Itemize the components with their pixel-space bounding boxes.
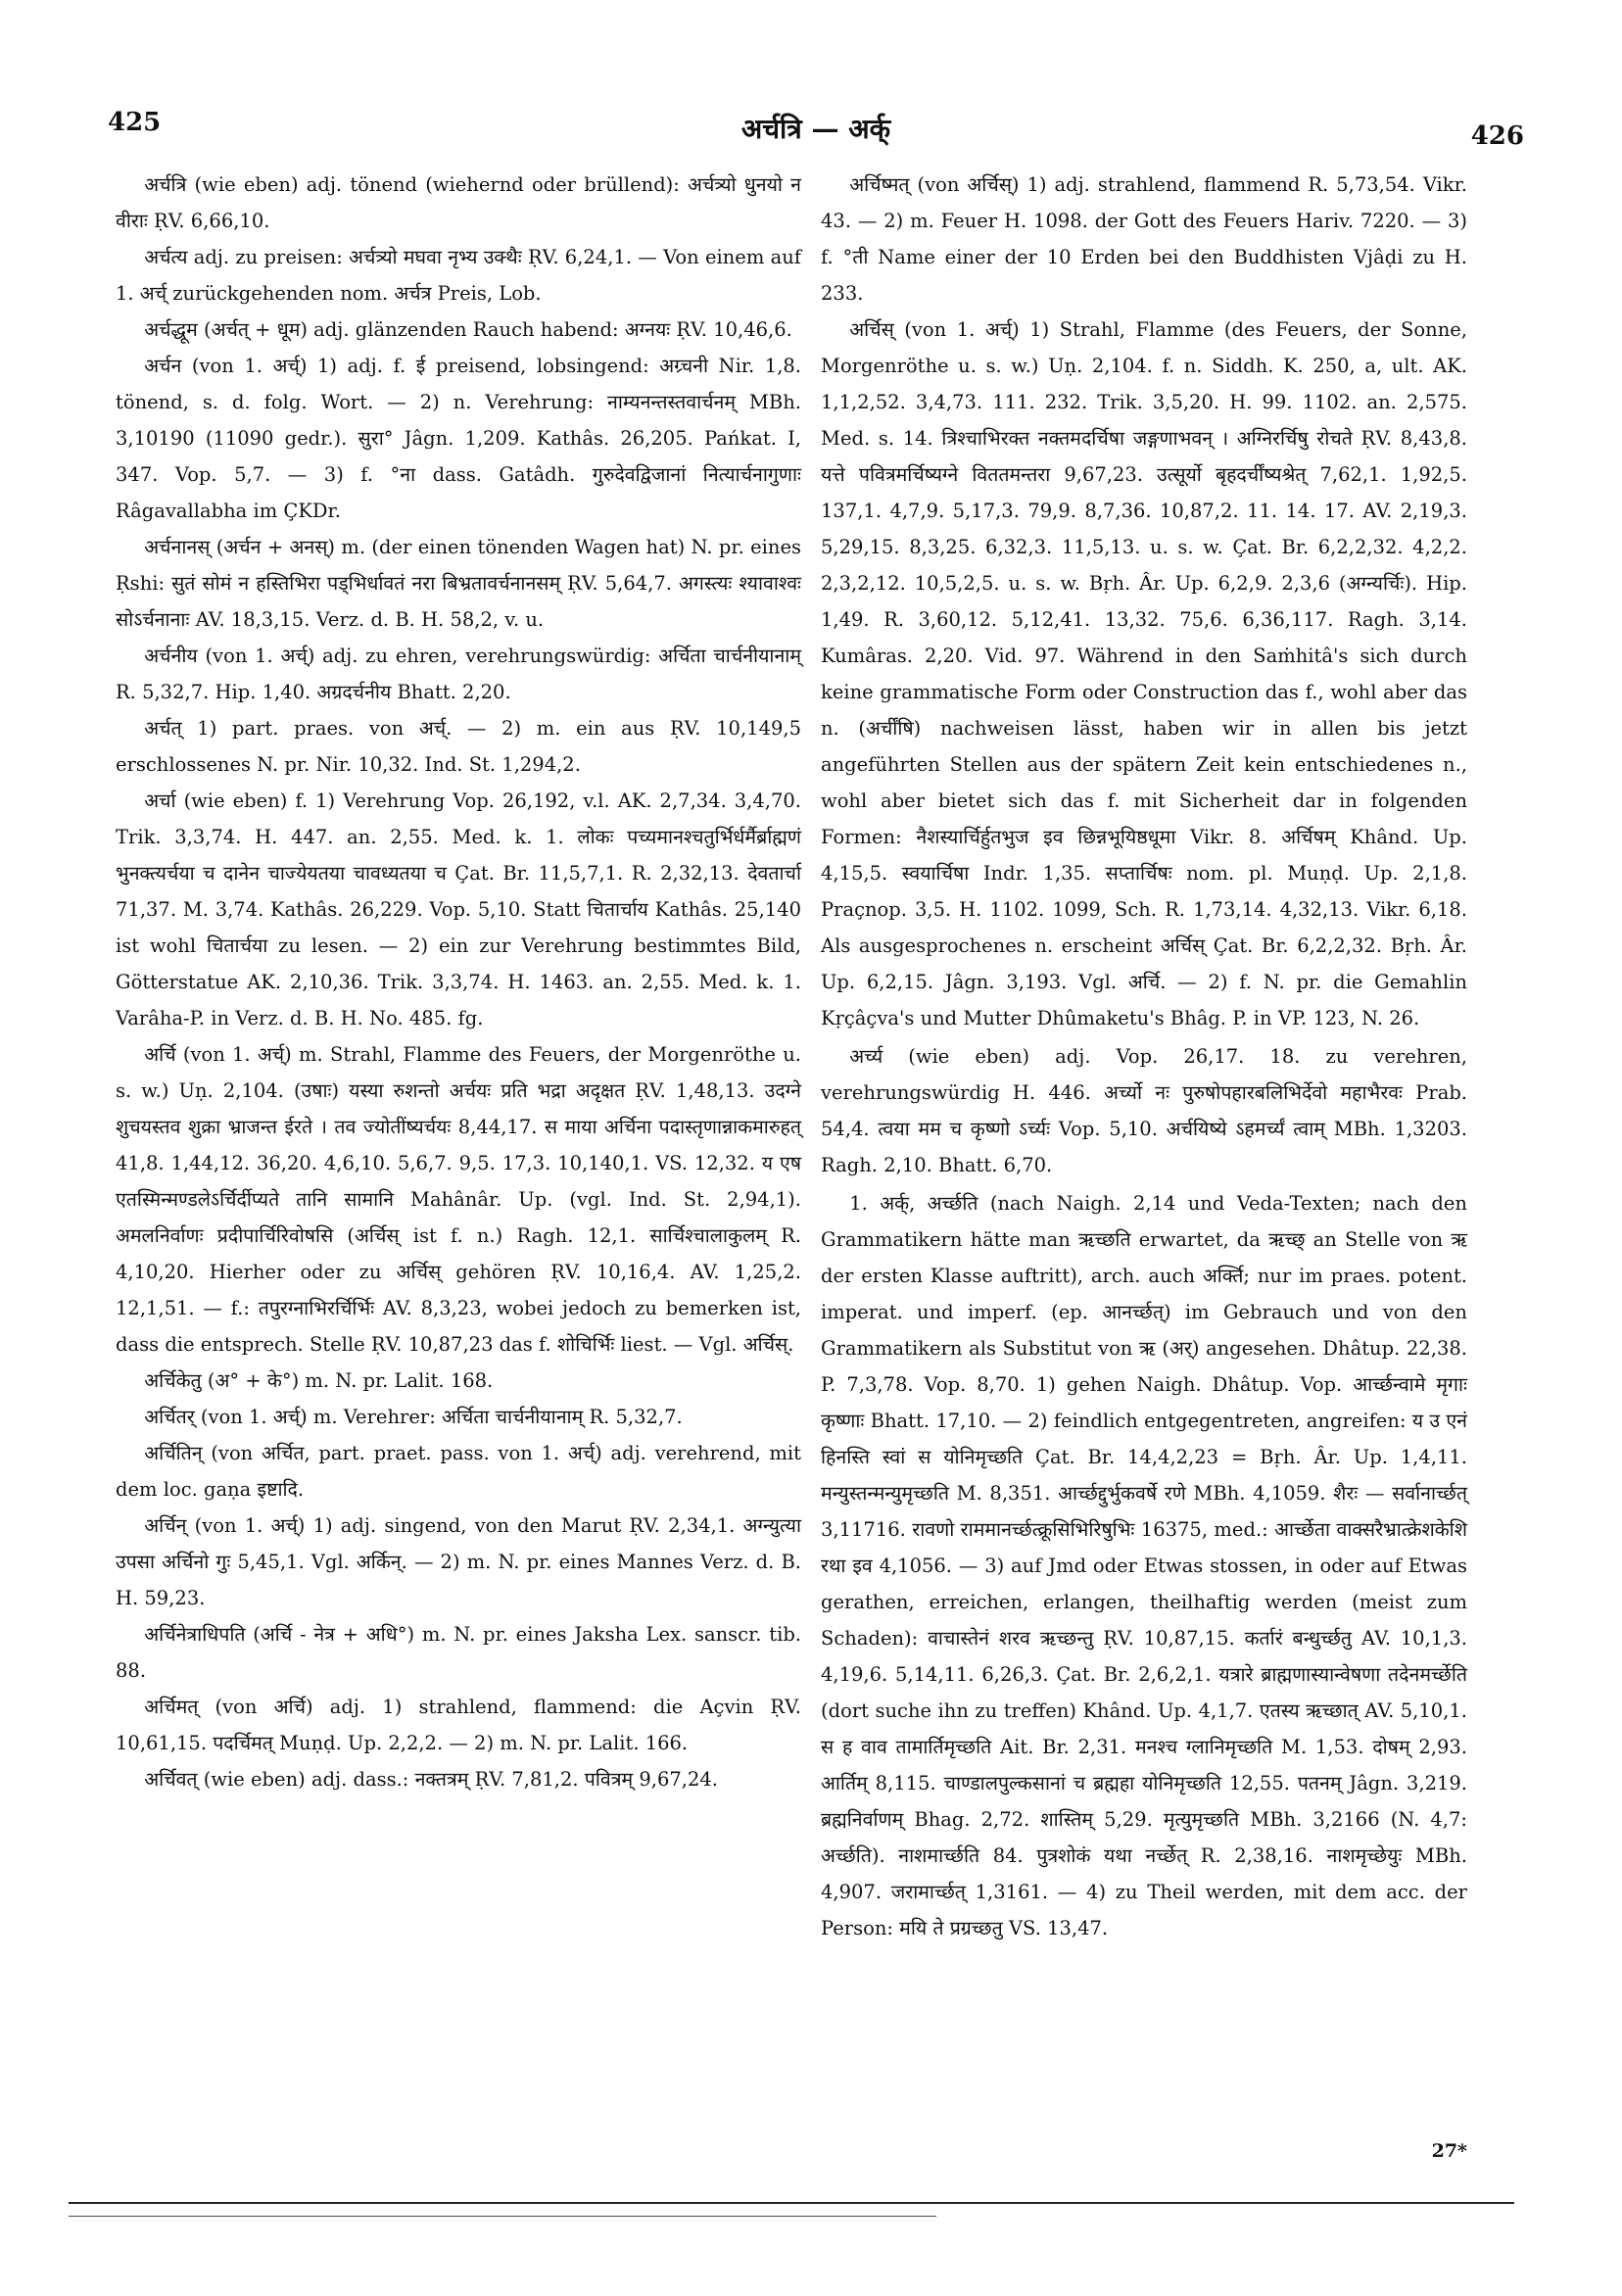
entry: अर्चत्रि (wie eben) adj. tönend (wiehernd oder brüllend): अर्चत्र्यो धुनयो न वीराः ṚV. 6,66,10. [116, 173, 801, 232]
entry: अर्चिकेतु (अ° + के°) m. N. pr. Lalit. 168. [144, 1369, 494, 1392]
page-number-left: 425 [108, 108, 162, 137]
bottom-rule [69, 2202, 1514, 2204]
running-title: अर्चत्रि — अर्क् [740, 113, 891, 145]
entry: 1. अर्क्, अर्च्छति (nach Naigh. 2,14 und Veda-Texten; nach den Grammatikern hätte man ऋच्छति erwartet, da ऋच्छ् an Stelle von ऋ der ersten Klasse auftritt), arch. auch अर्क्ति; nur im praes. potent. imperat. und imperf. (ep. आनर्च्छत्) im Gebrauch und von den Grammatikern als Substitut von ऋ (अर्) angesehen. Dhâtup. 22,38. P. 7,3,78. Vop. 8,70. 1) gehen Naigh. Dhâtup. Vop. आर्च्छन्वामे मृगाः कृष्णाः Bhatt. 17,10. — 2) feindlich entgegentreten, angreifen: य उ एनं हिनस्ति स्वां स योनिमृच्छति Çat. Br. 14,4,2,23 = Bṛh. Âr. Up. 1,4,11. मन्युस्तन्मन्युमृच्छति M. 8,351. आर्च्छद्दुर्भुकवर्षे रणे MBh. 4,1059. शैरः — सर्वानार्च्छत् 3,11716. रावणो राममानर्च्छत्क्रूसिभिरिषुभिः 16375, med.: आर्च्छेता वाक्सरैभ्रात्क्रेशकेशि रथा इव 4,1056. — 3) auf Jmd oder Etwas stossen, in oder auf Etwas gerathen, erreichen, erlangen, theilhaftig werden (meist zum Schaden): वाचास्तेनं शरव ऋच्छन्तु ṚV. 10,87,15. कर्तारं बन्धुर्च्छतु AV. 10,1,3. 4,19,6. 5,14,11. 6,26,3. Çat. Br. 2,6,2,1. यत्रारे ब्राह्मणास्यान्वेषणा तदेनमर्च्छेति (dort suche ihn zu treffen) Khând. Up. 4,1,7. एतस्य ऋच्छात् AV. 5,10,1. स ह वाव तामार्तिमृच्छति Ait. Br. 2,31. मनश्च ग्लानिमृच्छति M. 1,53. दोषम् 2,93. आर्तिम् 8,115. चाण्डालपुल्कसानां च ब्रह्महा योनिमृच्छति 12,55. पतनम् Jâgn. 3,219. ब्रह्मनिर्वाणम् Bhag. 2,72. शास्तिम् 5,29. मृत्युमृच्छति MBh. 3,2166 (N. 4,7: अर्च्छति). नाशमार्च्छति 84. पुत्रशोकं यथा नर्च्छेत् R. 2,38,16. नाशमृच्छेयुः MBh. 4,907. जरामार्च्छत् 1,3161. — 4) zu Theil werden, mit dem acc. der Person: मयि ते प्रग्रच्छतु VS. 13,47. [821, 1192, 1467, 1939]
entry: अर्चिस् (von 1. अर्च्) 1) Strahl, Flamme (des Feuers, der Sonne, Morgenröthe u. s. w.) Uṇ. 2,104. f. n. Siddh. K. 250, a, ult. AK. 1,1,2,52. 3,4,73. 111. 232. Trik. 3,5,20. H. 99. 1102. an. 2,575. Med. s. 14. त्रिश्चाभिरक्त नक्तमदर्चिषा जङ्गणाभवन् । अग्निरर्चिषु रोचते ṚV. 8,43,8. यत्ते पवित्रमर्चिष्यग्ने विततमन्तरा 9,67,23. उत्सूर्यो बृहदर्चींष्यश्रेत् 7,62,1. 1,92,5. 137,1. 4,7,9. 5,17,3. 79,9. 8,7,36. 10,87,2. 11. 14. 17. AV. 2,19,3. 5,29,15. 8,3,25. 6,32,3. 11,5,13. u. s. w. Çat. Br. 6,2,2,32. 4,2,2. 2,3,2,12. 10,5,2,5. u. s. w. Bṛh. Âr. Up. 6,2,9. 2,3,6 (अग्न्यर्चिः). Hip. 1,49. R. 3,60,12. 5,12,41. 13,32. 75,6. 6,36,117. Ragh. 3,14. Kumâras. 2,20. Vid. 97. Während in den Saṁhitâ's sich durch keine grammatische Form oder Construction das f., wohl aber das n. (अर्चींषि) nachweisen lässt, haben wir in allen bis jetzt angeführten Stellen aus der spätern Zeit kein entschiedenes n., wohl aber bietet sich das f. mit Sicherheit dar in folgenden Formen: नैशस्यार्चिर्हुतभुज इव छिन्नभूयिष्ठधूमा Vikr. 8. अर्चिषम् Khând. Up. 4,15,5. स्वयार्चिषा Indr. 1,35. सप्तार्चिषः nom. pl. Muṇḍ. Up. 2,1,8. Praçnop. 3,5. H. 1102. 1099, Sch. R. 1,73,14. 4,32,13. Vikr. 6,18. Als ausgesprochenes n. erscheint अर्चिस् Çat. Br. 6,2,2,32. Bṛh. Âr. Up. 6,2,15. Jâgn. 3,193. Vgl. अर्चि. — 2) f. N. pr. die Gemahlin Kṛçâçva's und Mutter Dhûmaketu's Bhâg. P. in VP. 123, N. 26. [821, 318, 1467, 1029]
entry: अर्चनानस् (अर्चन + अनस्) m. (der einen tönenden Wagen hat) N. pr. eines Ṛshi: सुतं सोमं न हस्तिभिरा पड्भिर्धावतं नरा बिभ्रतावर्चनानसम् ṚV. 5,64,7. अगस्त्यः श्यावाश्वः सोऽर्चनानाः AV. 18,3,15. Verz. d. B. H. 58,2, v. u. [116, 536, 801, 631]
entry: अर्चि (von 1. अर्च्) m. Strahl, Flamme des Feuers, der Morgenröthe u. s. w.) Uṇ. 2,104. (उषाः) यस्या रुशन्तो अर्चयः प्रति भद्रा अदृक्षत ṚV. 1,48,13. उदग्ने शुचयस्तव शुक्रा भ्राजन्त ईरते । तव ज्योतींष्यर्चयः 8,44,17. स माया अर्चिना पदास्तृणान्नाकमारुहत् 41,8. 1,44,12. 36,20. 4,6,10. 5,6,7. 9,5. 17,3. 10,140,1. VS. 12,32. य एष एतस्मिन्मण्डलेऽर्चिर्दीप्यते तानि सामानि Mahânâr. Up. (vgl. Ind. St. 2,94,1). अमलनिर्वाणः प्रदीपार्चिरिवोषसि (अर्चिस् ist f. n.) Ragh. 12,1. सार्चिश्चालाकुलम् R. 4,10,20. Hierher oder zu अर्चिस् gehören ṚV. 10,16,4. AV. 1,25,2. 12,1,51. — f.: तपुरग्नाभिरर्चिर्भिः AV. 8,3,23, wobei jedoch zu bemerken ist, dass die entsprech. Stelle ṚV. 10,87,23 das f. शोचिर्भिः liest. — Vgl. अर्चिस्. [116, 1043, 801, 1356]
entry: अर्चिमत् (von अर्चि) adj. 1) strahlend, flammend: die Açvin ṚV. 10,61,15. पदर्चिमत् Muṇḍ. Up. 2,2,2. — 2) m. N. pr. Lalit. 166. [116, 1696, 801, 1754]
entry: अर्चिवत् (wie eben) adj. dass.: नक्तत्रम् ṚV. 7,81,2. पवित्रम् 9,67,24. [144, 1768, 718, 1791]
entry: अर्चनीय (von 1. अर्च्) adj. zu ehren, verehrungswürdig: अर्चिता चार्चनीयानाम् R. 5,32,7. Hip. 1,40. अग्रदर्चनीय Bhatt. 2,20. [116, 645, 801, 703]
entry: अर्चन (von 1. अर्च्) 1) adj. f. ई preisend, lobsingend: अग्र्चनी Nir. 1,8. tönend, s. d. folg. Wort. — 2) n. Verehrung: नाम्यनन्तस्तवार्चनम् MBh. 3,10190 (11090 gedr.). सुरा° Jâgn. 1,209. Kathâs. 26,205. Pańkat. I, 347. Vop. 5,7. — 3) f. °ना dass. Gatâdh. गुरुदेवद्विजानां नित्यार्चनागुणाः Râgavallabha im ÇKDr. [116, 355, 801, 522]
entry: अर्चत् 1) part. praes. von अर्च्. — 2) m. ein aus ṚV. 10,149,5 erschlossenes N. pr. Nir. 10,32. Ind. St. 1,294,2. [116, 717, 801, 776]
entry: अर्च्य (wie eben) adj. Vop. 26,17. 18. zu verehren, verehrungswürdig H. 446. अर्च्यो नः पुरुषोपहारबलिभिर्देवो महाभैरवः Prab. 54,4. त्वया मम च कृष्णो ऽर्च्यः Vop. 5,10. अर्चयिष्ये ऽहमर्च्यं त्वाम् MBh. 1,3203. Ragh. 2,10. Bhatt. 6,70. [821, 1045, 1467, 1176]
entry: अर्चा (wie eben) f. 1) Verehrung Vop. 26,192, v.l. AK. 2,7,34. 3,4,70. Trik. 3,3,74. H. 447. an. 2,55. Med. k. 1. लोकः पच्यमानश्चतुर्भिर्धर्मैर्ब्राह्मणं भुनक्त्यर्चया च दानेन चाज्येयतया चावध्यतया च Çat. Br. 11,5,7,1. R. 2,32,13. देवतार्चा 71,37. M. 3,74. Kathâs. 26,229. Vop. 5,10. Statt चितार्चाय Kathâs. 25,140 ist wohl चितार्चया zu lesen. — 2) ein zur Verehrung bestimmtes Bild, Götterstatue AK. 2,10,36. Trik. 3,3,74. H. 1463. an. 2,55. Med. k. 1. Varâha-P. in Verz. d. B. H. No. 485. fg. [116, 789, 801, 1029]
entry: अर्चिष्मत् (von अर्चिस्) 1) adj. strahlend, flammend R. 5,73,54. Vikr. 43. — 2) m. Feuer H. 1098. der Gott des Feuers Hariv. 7220. — 3) f. °ती Name einer der 10 Erden bei den Buddhisten Vjâḍi zu H. 233. [821, 173, 1467, 305]
entry: अर्चितर् (von 1. अर्च्) m. Verehrer: अर्चिता चार्चनीयानाम् R. 5,32,7. [144, 1406, 683, 1428]
entry: अर्चत्य adj. zu preisen: अर्चत्र्यो मघवा नृभ्य उक्थैः ṚV. 6,24,1. — Von einem auf 1. अर्च् zurückgehenden nom. अर्चत्र Preis, Lob. [116, 246, 801, 305]
entry: अर्चद्धूम (अर्चत् + धूम) adj. glänzenden Rauch habend: अग्नयः ṚV. 10,46,6. [144, 318, 792, 341]
signature-mark: 27* [1431, 2140, 1467, 2162]
page-number-right: 426 [1470, 121, 1524, 151]
page-header [108, 108, 1524, 157]
entry: अर्चिन् (von 1. अर्च्) 1) adj. singend, von den Marut ṚV. 2,34,1. अग्न्युत्या उपसा अर्चिनो गुः 5,45,1. Vgl. अर्किन्. — 2) m. N. pr. eines Mannes Verz. d. B. H. 59,23. [116, 1514, 801, 1609]
right-column [821, 167, 1467, 1946]
entry: अर्चितिन् (von अर्चित, part. praet. pass. von 1. अर्च्) adj. verehrend, mit dem loc. gaṇa इष्टादि. [116, 1442, 801, 1501]
bottom-rule-secondary [69, 2216, 936, 2217]
left-column [116, 167, 801, 1797]
entry: अर्चिनेत्राधिपति (अर्चि - नेत्र + अधि°) m. N. pr. eines Jaksha Lex. sanscr. tib. 88. [116, 1623, 801, 1682]
